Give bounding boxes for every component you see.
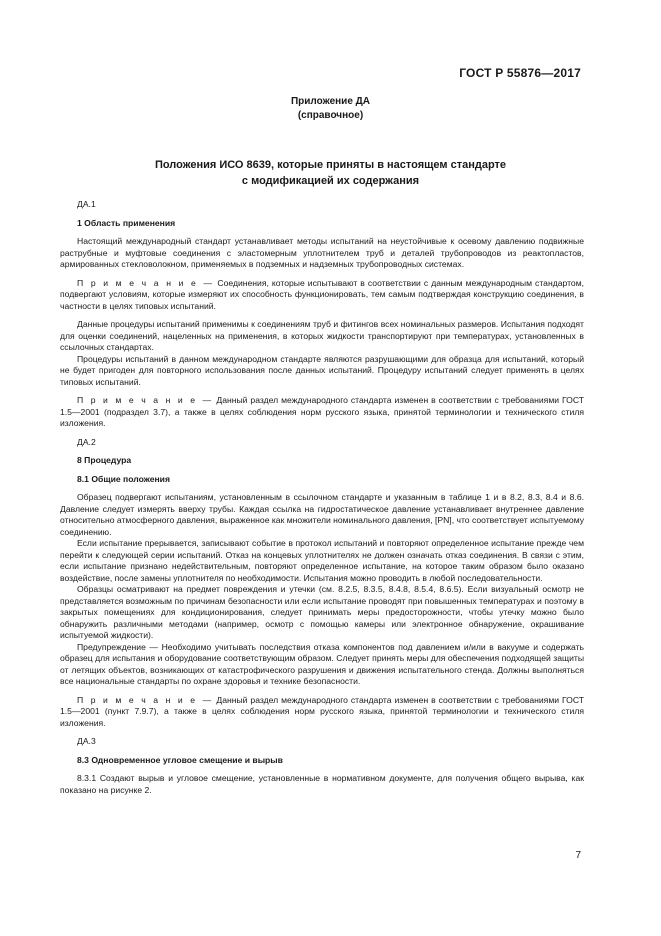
paragraph: Настоящий международный стандарт устанавливает методы испытаний на неустойчивые к осевому давлению подвижные раструбные и муфтовые соединения с эластомерным уплотнителем труб и деталей трубопроводов из реактопластов, армированных стекловолокном, применяемых в подземных и надземных трубопроводных системах.: [60, 236, 584, 269]
note-text: Соединения, которые испытывают в соответствии с данным международным стандартом, подвергают условиям, которые измеряют их способность функционировать, тем самым подтверждая конструкцию соединения, в частности в целях типовых испытаний.: [60, 277, 584, 311]
subsection-heading-general: 8.1 Общие положения: [77, 473, 170, 484]
annex-main-title: [60, 157, 601, 189]
paragraph: 8.3.1 Создают вырыв и угловое смещение, установленные в нормативном документе, для получения общего вырыва, как показано на рисунке 2.: [60, 773, 584, 795]
subsection-heading-displacement: 8.3 Одновременное угловое смещение и вырыв: [77, 754, 283, 765]
title-line-2: с модификацией их содержания: [241, 175, 420, 187]
annex-title: Приложение ДА: [290, 96, 371, 107]
title-line-1: Положения ИСО 8639, которые приняты в настоящем стандарте: [154, 159, 507, 171]
section-label-da1: ДА.1: [77, 199, 96, 209]
paragraph: Данные процедуры испытаний применимы к соединениям труб и фитингов всех номинальных размеров. Испытания подходят для оценки соединений, нацеленных на применения, в которых жидкости транспортируют при температурах, установленных в ссылочных стандартах.: [60, 319, 584, 352]
note-label: П р и м е ч а н и е —: [77, 694, 214, 705]
note-paragraph: [60, 395, 584, 430]
page-number: 7: [575, 850, 581, 861]
paragraph: Если испытание прерывается, записывают событие в протокол испытаний и повторяют определенное испытание прежде чем перейти к следующей серии испытаний. Отказ на концевых уплотнителях не должен означать отказ соединения. В связи с этим, если испытание признано недействительным, повторяют определенное испытание, на которое таким образом было оказано воздействие, после замены уплотнителя по необходимости. Испытания можно проводить в любой последовательности.: [60, 538, 584, 583]
note-label: П р и м е ч а н и е —: [77, 277, 215, 288]
note-text: Данный раздел международного стандарта изменен в соответствии с требованиями ГОСТ 1.5—2001 (пункт 7.9.7), а также в целях соблюдения норм русского языка, принятой терминологии и технического стиля изложения.: [60, 694, 585, 728]
note-paragraph: [60, 278, 584, 313]
document-body: [60, 199, 584, 796]
annex-subtitle: (справочное): [297, 110, 364, 121]
note-label: П р и м е ч а н и е —: [77, 395, 214, 405]
document-code: ГОСТ Р 55876—2017: [459, 66, 581, 80]
paragraph: Образцы осматривают на предмет повреждения и утечки (см. 8.2.5, 8.3.5, 8.4.8, 8.5.4, 8.6.5). Если визуальный осмотр не представляется возможным по причинам безопасности или если испытание проводят при повышенных температурах и поэтому в закрытых помещениях для кондиционирования, следует принимать меры предосторожности, чтобы утечку можно было обнаружить различными методами (например, осмотр с помощью камеры или электронное обнаружение, окрашивание испытуемой жидкости).: [60, 584, 584, 640]
section-heading-procedure: 8 Процедура: [77, 455, 132, 465]
paragraph: Предупреждение — Необходимо учитывать последствия отказа компонентов под давлением и/или в вакууме и содержать образец для испытания и оборудование соответствующим образом. Следует принять меры для обеспечения подходящей защиты от летящих объектов, возникающих от катастрофического разрушения и движения испытательного стенда. Должны выполняться все национальные стандарты по охране здоровья и технике безопасности.: [60, 641, 584, 686]
section-label-da2: ДА.2: [77, 436, 96, 447]
note-paragraph: [60, 695, 584, 730]
annex-heading: [0, 95, 661, 123]
section-heading-scope: 1 Область применения: [77, 217, 176, 228]
section-label-da3: ДА.3: [77, 736, 96, 746]
paragraph: Образец подвергают испытаниям, установленным в ссылочном стандарте и указанным в таблице 1 и в 8.2, 8.3, 8.4 и 8.6. Давление следует измерять вверху трубы. Каждая ссылка на гидростатическое давление устанавливает внутреннее давление относительно атмосферного давления, выраженное как множители номинального давления, [PN], что соответствует испытуемому соединению.: [60, 492, 585, 537]
note-text: Данный раздел международного стандарта изменен в соответствии с требованиями ГОСТ 1.5—2001 (подраздел 3.7), а также в целях соблюдения норм русского языка, принятой терминологии и технического стиля изложения.: [60, 395, 585, 428]
paragraph: Процедуры испытаний в данном международном стандарте являются разрушающими для образца для испытаний, который не будет пригоден для повторного использования после данных испытаний. Процедуру испытаний следует применять в целях типовых испытаний.: [60, 353, 584, 387]
